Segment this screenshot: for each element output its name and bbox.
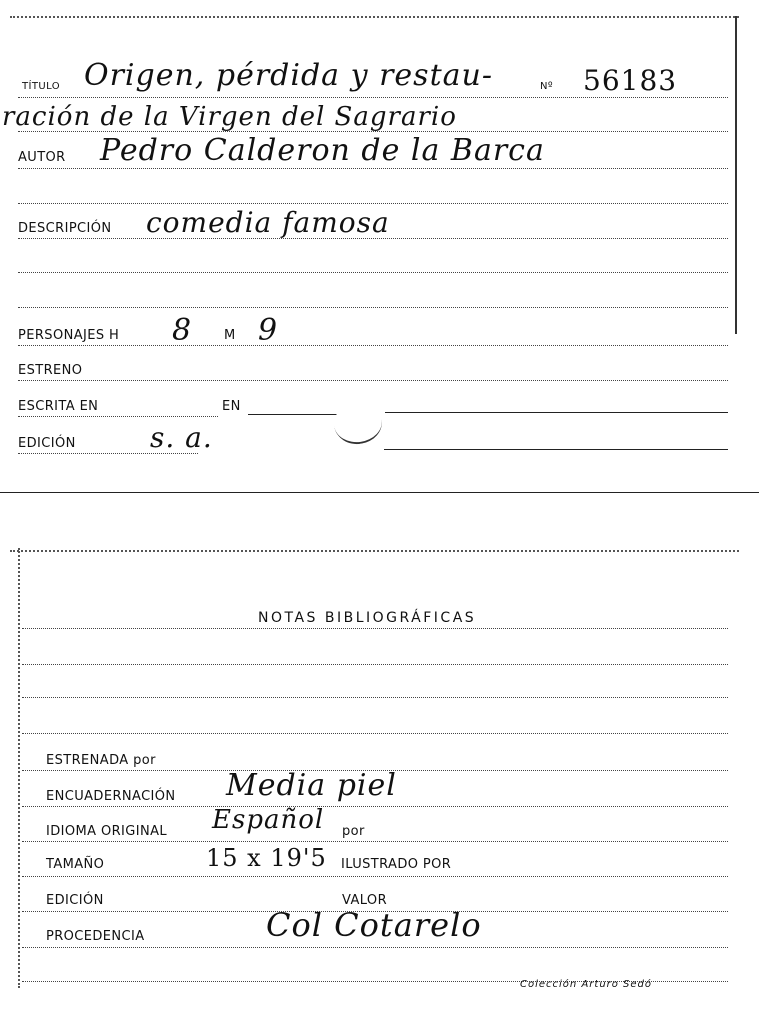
personajes-m-label: M — [224, 328, 236, 343]
escrita-label: ESCRITA EN — [18, 399, 99, 414]
descripcion-rule — [18, 238, 728, 239]
titulo-label: TÍTULO — [22, 81, 60, 92]
personajes-m-value: 9 — [258, 313, 279, 348]
notas-rule-4 — [22, 733, 728, 734]
card-top-edge — [10, 16, 739, 18]
idioma-rule — [22, 841, 728, 842]
notas-rule-2 — [22, 664, 728, 665]
escrita-en-label: EN — [222, 399, 241, 414]
blank-rule-3 — [18, 307, 728, 308]
autor-label: AUTOR — [18, 150, 66, 165]
tamano-value: 15 x 19'5 — [206, 844, 327, 872]
edicion-value: s. a. — [150, 421, 213, 454]
descripcion-value: comedia famosa — [146, 206, 390, 239]
notas-heading: NOTAS BIBLIOGRÁFICAS — [258, 610, 477, 626]
autor-rule — [18, 168, 728, 169]
punch-hole-mark — [331, 399, 384, 447]
notas-rule-3 — [22, 697, 728, 698]
numero-label: Nº — [540, 81, 553, 92]
encuadernacion-label: ENCUADERNACIÓN — [46, 789, 176, 804]
personajes-label: PERSONAJES H — [18, 328, 120, 343]
blank-rule-1 — [18, 203, 728, 204]
encuadernacion-value: Media piel — [226, 768, 397, 803]
blank-rule-2 — [18, 272, 728, 273]
autor-value: Pedro Calderon de la Barca — [100, 133, 545, 168]
procedencia-rule — [22, 947, 728, 948]
card-right-edge — [735, 16, 737, 334]
catalog-card-front — [0, 0, 759, 495]
titulo-rule-2 — [18, 131, 728, 132]
idioma-value: Español — [212, 805, 325, 835]
catalog-card-back — [0, 540, 759, 1028]
escrita-en-rule — [248, 414, 338, 415]
collection-footer: Colección Arturo Sedó — [520, 979, 653, 990]
titulo-rule — [18, 97, 728, 98]
estreno-label: ESTRENO — [18, 363, 83, 378]
edicion-rule-2 — [384, 449, 728, 450]
card-back-top-edge — [10, 550, 739, 552]
valor-label: VALOR — [342, 893, 387, 908]
encuadernacion-rule — [22, 806, 728, 807]
card-separator — [0, 492, 759, 493]
procedencia-label: PROCEDENCIA — [46, 929, 145, 944]
idioma-por-label: por — [342, 824, 365, 839]
titulo-value-line2: ración de la Virgen del Sagrario — [2, 102, 457, 132]
notas-rule-1 — [22, 628, 728, 629]
tamano-label: TAMAÑO — [46, 857, 105, 872]
ilustrado-label: ILUSTRADO POR — [341, 857, 452, 872]
personajes-h-value: 8 — [172, 313, 193, 348]
card-back-left-edge — [18, 548, 20, 988]
edicion-back-label: EDICIÓN — [46, 893, 104, 908]
procedencia-value: Col Cotarelo — [266, 906, 482, 944]
personajes-rule — [18, 345, 728, 346]
estreno-rule — [18, 380, 728, 381]
edicion-rule — [18, 453, 198, 454]
edicion-label: EDICIÓN — [18, 436, 76, 451]
escrita-rule — [18, 416, 218, 417]
idioma-label: IDIOMA ORIGINAL — [46, 824, 168, 839]
estrenada-label: ESTRENADA por — [46, 753, 156, 768]
numero-value: 56183 — [583, 64, 678, 97]
titulo-value-line1: Origen, pérdida y restau- — [84, 58, 493, 93]
descripcion-label: DESCRIPCIÓN — [18, 221, 112, 236]
escrita-en-rule-2 — [385, 412, 728, 413]
tamano-rule — [22, 876, 728, 877]
